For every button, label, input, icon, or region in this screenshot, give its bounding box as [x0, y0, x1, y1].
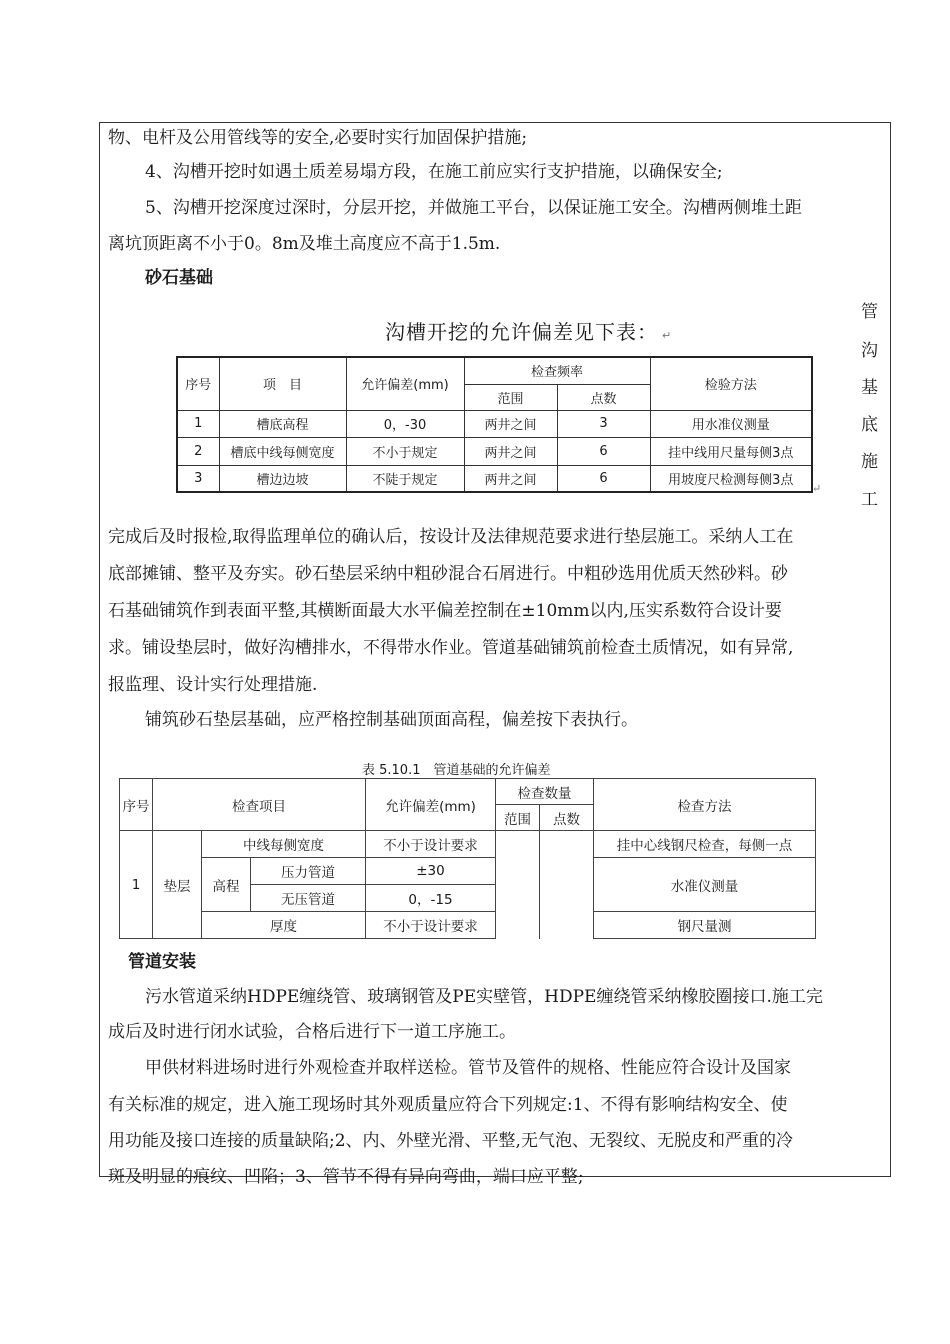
table-row	[177, 410, 812, 437]
table1-cell: 两井之间	[464, 465, 557, 492]
body-line: 有关标准的规定，进入施工现场时其外观质量应符合下列规定:1、不得有影响结构安全、使	[108, 1095, 788, 1115]
body-line: 用功能及接口连接的质量缺陷;2、内、外壁光滑、平整,无气泡、无裂纹、无脱皮和严重的冷	[108, 1131, 793, 1151]
table2-cell: 不小于设计要求	[366, 831, 496, 858]
table2-cell: 0，-15	[366, 885, 496, 912]
table2-cell: 钢尺量测	[594, 912, 816, 939]
return-mark-icon: ↵	[812, 482, 822, 495]
body-line: 铺筑砂石垫层基础，应严格控制基础顶面高程，偏差按下表执行。	[145, 710, 638, 730]
table1-cell: 槽底高程	[219, 410, 346, 437]
table2-cell: 水准仪测量	[594, 858, 816, 912]
trench-tolerance-table	[176, 356, 813, 493]
vertical-char: 沟	[861, 341, 878, 361]
table1-cell: 不小于规定	[346, 437, 464, 465]
body-line: 斑及明显的痕纹、凹陷；3、管节不得有异向弯曲，端口应平整;	[108, 1167, 584, 1187]
body-line: 离坑顶距离不小于0。8m及堆土高度应不高于1.5m.	[108, 234, 501, 254]
table-row	[177, 437, 812, 465]
body-line: 石基础铺筑作到表面平整,其横断面最大水平偏差控制在±10mm以内,压实系数符合设计要	[108, 601, 782, 621]
heading-gravel-foundation: 砂石基础	[145, 268, 213, 288]
body-line: 甲供材料进场时进行外观检查并取样送检。管节及管件的规格、性能应符合设计及国家	[145, 1058, 791, 1078]
table1-cell: 1	[177, 410, 219, 437]
return-mark-icon: ↵	[662, 329, 673, 342]
table2-cell: 压力管道	[251, 858, 366, 885]
vertical-char: 基	[861, 378, 878, 398]
table2-elevation: 高程	[202, 858, 251, 912]
table1-cell: 3	[177, 465, 219, 492]
table1-caption-text: 沟槽开挖的允许偏差见下表：	[385, 320, 658, 344]
vertical-char: 底	[861, 415, 878, 435]
table2-cell: 厚度	[202, 912, 366, 939]
table-row	[120, 912, 816, 939]
table2-header-points: 点数	[540, 805, 594, 831]
table2-header-seq: 序号	[120, 779, 153, 831]
body-line: 成后及时进行闭水试验，合格后进行下一道工序施工。	[108, 1022, 516, 1042]
table2-header-tolerance: 允许偏差(mm)	[366, 779, 496, 831]
table1-cell: 6	[557, 437, 650, 465]
table1-cell: 两井之间	[464, 437, 557, 465]
table-row	[120, 831, 816, 858]
table1-cell: 6	[557, 465, 650, 492]
table1-cell: 用坡度尺检测每侧3点	[650, 465, 812, 492]
table1-cell: 槽底中线每侧宽度	[219, 437, 346, 465]
table2-cell: 挂中心线钢尺检查，每侧一点	[594, 831, 816, 858]
table2-cell: 中线每侧宽度	[202, 831, 366, 858]
body-line: 物、电杆及公用管线等的安全,必要时实行加固保护措施;	[108, 128, 528, 148]
table2-header-method: 检查方法	[594, 779, 816, 831]
table2-header-quantity: 检查数量	[496, 779, 594, 805]
vertical-char: 施	[861, 452, 878, 472]
table2-header-item: 检查项目	[153, 779, 366, 831]
body-line: 完成后及时报检,取得监理单位的确认后，按设计及法律规范要求进行垫层施工。采纳人工在	[108, 527, 794, 547]
table2-cell: ±30	[366, 858, 496, 885]
body-line: 污水管道采纳HDPE缠绕管、玻璃钢管及PE实壁管，HDPE缠绕管采纳橡胶圈接口.施工完	[145, 987, 823, 1007]
table1-cell: 槽边边坡	[219, 465, 346, 492]
table2-seq: 1	[120, 831, 153, 939]
table2-cell: 不小于设计要求	[366, 912, 496, 939]
table1-header-seq: 序号	[177, 357, 219, 410]
table2-layer: 垫层	[153, 831, 202, 939]
table1-header-range: 范围	[464, 384, 557, 410]
body-line: 底部摊铺、整平及夯实。砂石垫层采纳中粗砂混合石屑进行。中粗砂选用优质天然砂料。砂	[108, 564, 788, 584]
table-row	[177, 465, 812, 492]
pipe-foundation-tolerance-table	[119, 778, 816, 939]
table1-caption	[385, 316, 672, 345]
heading-pipe-installation: 管道安装	[128, 952, 196, 972]
table1-cell: 两井之间	[464, 410, 557, 437]
table2-points-empty	[540, 831, 594, 939]
body-line: 4、沟槽开挖时如遇土质差易塌方段，在施工前应实行支护措施，以确保安全;	[145, 162, 723, 182]
table2-caption: 表 5.10.1 管道基础的允许偏差	[362, 763, 551, 778]
table1-cell: 不陡于规定	[346, 465, 464, 492]
body-line: 报监理、设计实行处理措施.	[108, 675, 318, 695]
table1-header-method: 检验方法	[650, 357, 812, 410]
table1-header-item: 项 目	[219, 357, 346, 410]
table2-cell: 无压管道	[251, 885, 366, 912]
table1-cell: 挂中线用尺量每侧3点	[650, 437, 812, 465]
table1-header-tolerance: 允许偏差(mm)	[346, 357, 464, 410]
table1-cell: 0，-30	[346, 410, 464, 437]
table2-range-empty	[496, 831, 540, 939]
table1-cell: 用水准仪测量	[650, 410, 812, 437]
vertical-char: 管	[861, 302, 878, 322]
table1-cell: 2	[177, 437, 219, 465]
table1-header-frequency: 检查频率	[464, 357, 650, 384]
body-line: 求。铺设垫层时，做好沟槽排水，不得带水作业。管道基础铺筑前检查土质情况，如有异常,	[108, 638, 794, 658]
body-line: 5、沟槽开挖深度过深时，分层开挖，并做施工平台，以保证施工安全。沟槽两侧堆土距	[145, 198, 802, 218]
vertical-char: 工	[861, 490, 878, 510]
table1-header-points: 点数	[557, 384, 650, 410]
table-row	[120, 858, 816, 885]
table1-cell: 3	[557, 410, 650, 437]
table2-header-range: 范围	[496, 805, 540, 831]
